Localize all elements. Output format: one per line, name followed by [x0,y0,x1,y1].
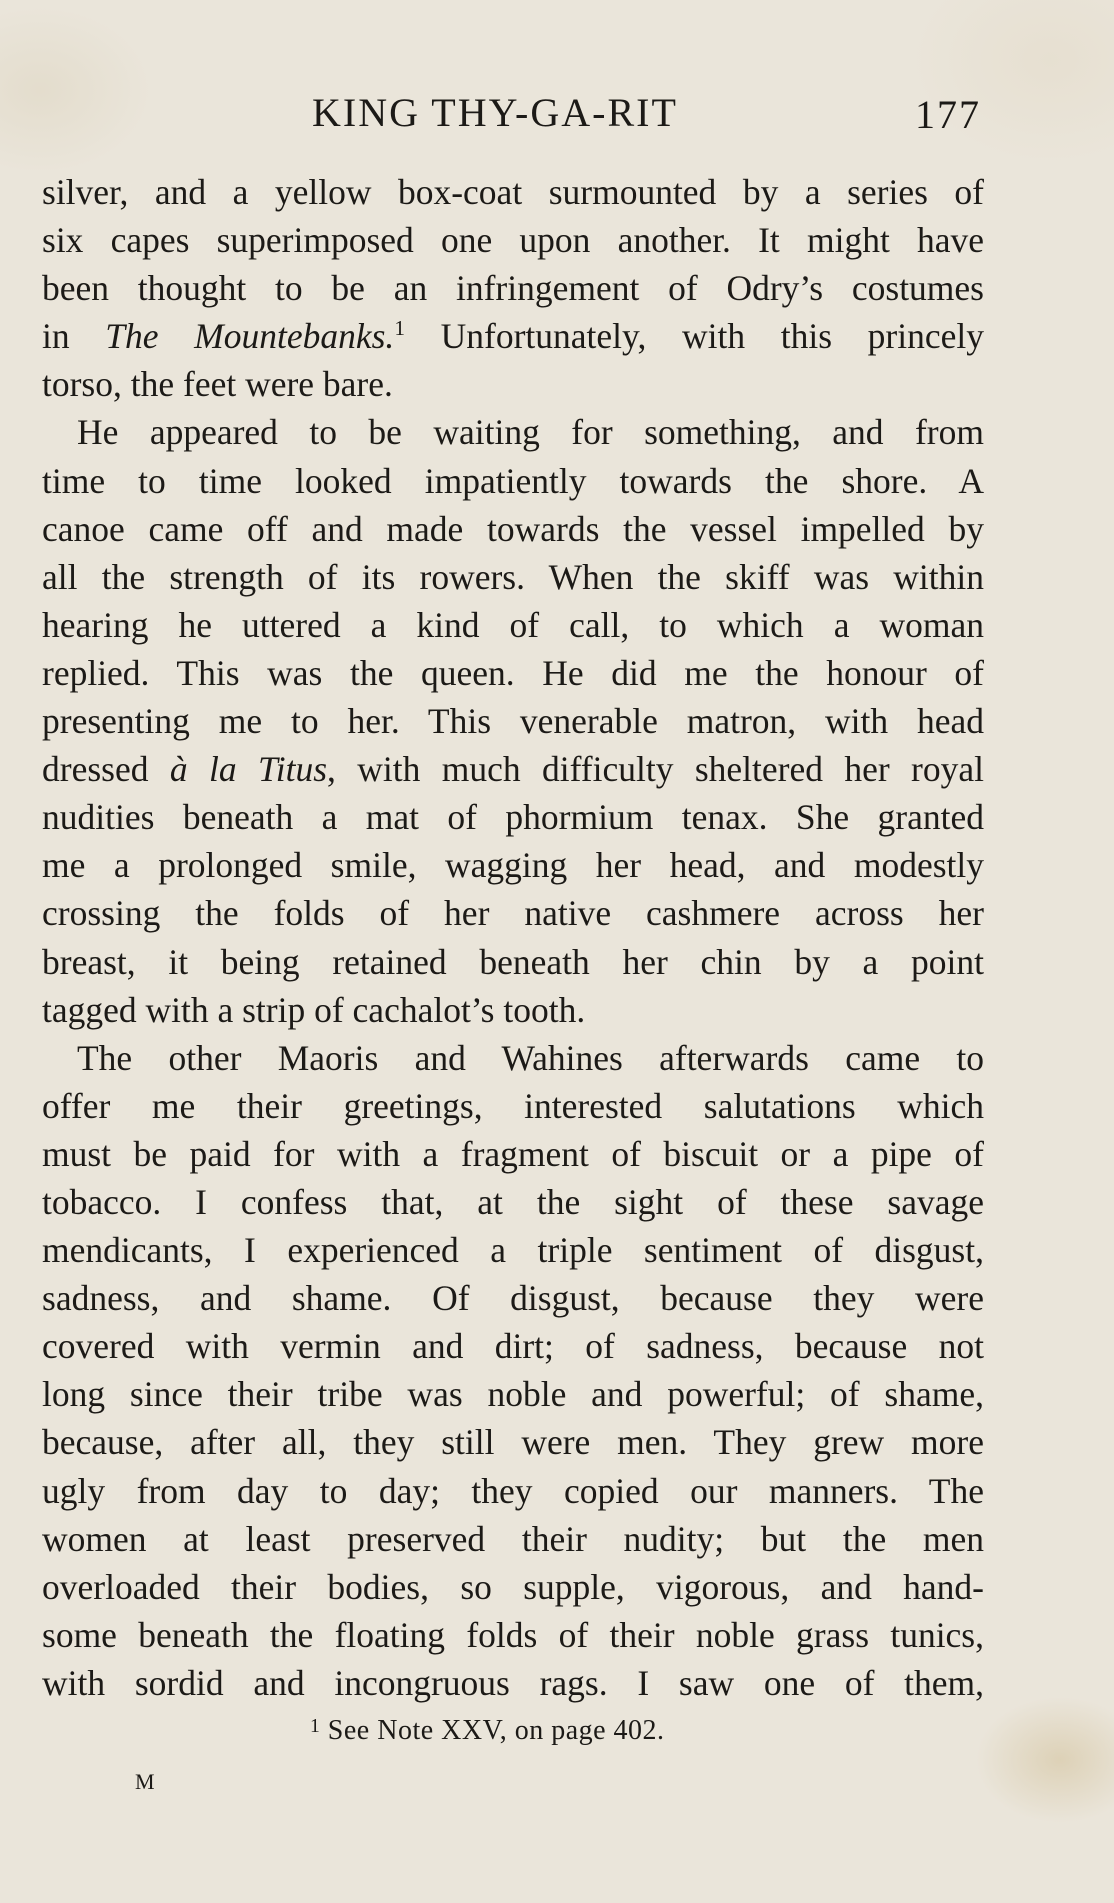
text-line: because, after all, they still were men. They grew more [42,1422,984,1463]
text-line: overloaded their bodies, so supple, vigorous, and hand- [42,1566,984,1607]
text-line: The other Maoris and Wahines afterwards came to [77,1037,984,1078]
text-line: women at least preserved their nudity; but the men [42,1518,984,1559]
text-line: tobacco. I confess that, at the sight of these savage [42,1181,984,1222]
text-line: some beneath the floating folds of their noble grass tunics, [42,1614,984,1655]
page-number: 177 [915,92,981,137]
text-line: long since their tribe was noble and powerful; of shame, [42,1374,984,1415]
text-line: all the strength of its rowers. When the skiff was within [42,556,984,597]
text-line: been thought to be an infringement of Odry’s costumes [42,268,984,309]
text-line: six capes superimposed one upon another. It might have [42,220,984,261]
footnote-reference: 1 [394,316,405,341]
text-line: crossing the folds of her native cashmere across her [42,893,984,934]
text-line: must be paid for with a fragment of biscuit or a pipe of [42,1133,984,1174]
italic-title: The Mountebanks. [105,316,395,357]
text-line: breast, it being retained beneath her chin by a point [42,941,984,982]
text-line: with sordid and incongruous rags. I saw one of them, [42,1662,984,1703]
text-line: covered with vermin and dirt; of sadness, because not [42,1326,984,1367]
text-line: nudities beneath a mat of phormium tenax. She granted [42,797,984,838]
text-line: silver, and a yellow box-coat surmounted by a series of [42,172,984,212]
text-line: time to time looked impatiently towards the shore. A [42,460,984,501]
text-line: ugly from day to day; they copied our manners. The [42,1470,984,1511]
text-line: replied. This was the queen. He did me the honour of [42,652,984,693]
text-line: in The Mountebanks.$^1$ Unfortunately, with this princely [42,316,984,357]
text-line: presenting me to her. This venerable matron, with head [42,701,984,742]
text-line: canoe came off and made towards the vessel impelled by [42,508,984,549]
footnote-text: See Note XXV, on page 402. [327,1715,665,1746]
text-line: He appeared to be waiting for something, and from [77,412,984,453]
footnote-marker: 1 [310,1716,321,1738]
italic-phrase: à la Titus [169,749,328,790]
signature-mark: M [135,1769,155,1794]
text-line: torso, the feet were bare. [42,364,393,405]
body-text [42,168,984,1707]
text-line: dressed à la Titus, with much difficulty sheltered her royal [42,749,984,790]
text-line: me a prolonged smile, wagging her head, and modestly [42,845,984,886]
footnote [310,1713,665,1749]
running-title: KING THY-GA-RIT [312,90,678,135]
text-line: sadness, and shame. Of disgust, because they were [42,1278,984,1319]
text-line: mendicants, I experienced a triple sentiment of disgust, [42,1230,984,1271]
text-line: hearing he uttered a kind of call, to which a woman [42,604,984,645]
text-line: offer me their greetings, interested salutations which [42,1085,984,1126]
running-head [0,88,1114,138]
text-line: tagged with a strip of cachalot’s tooth. [42,989,586,1030]
